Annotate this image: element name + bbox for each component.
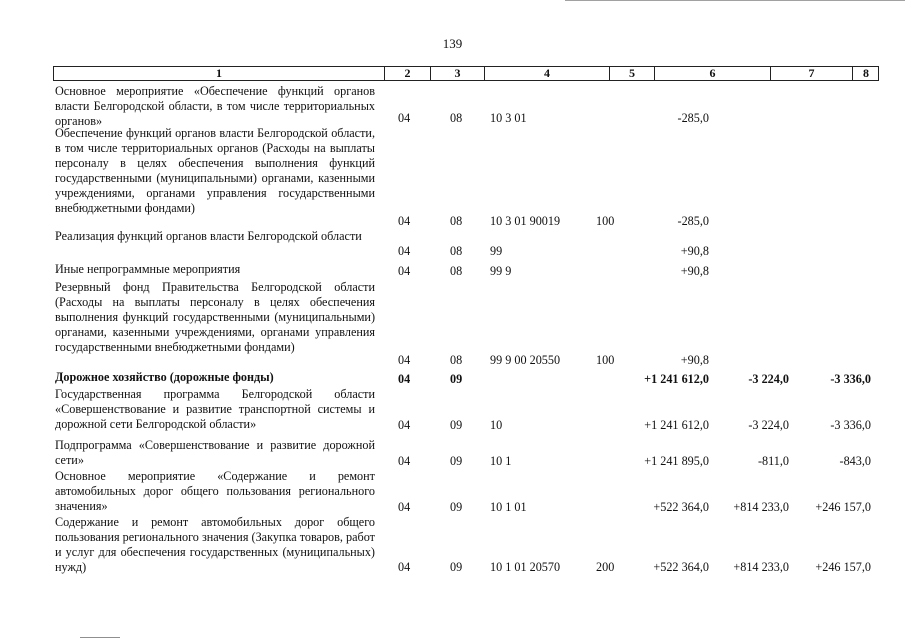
scan-edge-line xyxy=(565,0,905,1)
row-amount-col7: +814 233,0 xyxy=(733,560,789,574)
row-code-section: 04 xyxy=(398,372,411,386)
row-code-target: 10 1 01 xyxy=(490,500,527,514)
row-description: Подпрограмма «Совершенствование и развитие дорожной сети» xyxy=(55,438,375,467)
row-amount-col6: +522 364,0 xyxy=(653,500,709,514)
row-code-subsection: 08 xyxy=(450,214,463,228)
row-code-subsection: 09 xyxy=(450,372,463,386)
row-description: Дорожное хозяйство (дорожные фонды) xyxy=(55,370,274,384)
table-header-row xyxy=(53,66,879,81)
row-amount-col6: -285,0 xyxy=(677,111,709,125)
row-amount-col8: -843,0 xyxy=(839,454,871,468)
row-code-expense-type: 100 xyxy=(596,214,615,228)
row-description: Государственная программа Белгородской области «Совершенствование и развитие транспортной системы и дорожной сети Белгородской области» xyxy=(55,387,375,431)
row-amount-col6: +90,8 xyxy=(680,353,709,367)
row-code-section: 04 xyxy=(398,244,411,258)
row-code-subsection: 08 xyxy=(450,111,463,125)
row-code-target: 99 9 00 20550 xyxy=(490,353,561,367)
row-code-section: 04 xyxy=(398,418,411,432)
row-code-target: 10 1 01 20570 xyxy=(490,560,561,574)
row-description: Содержание и ремонт автомобильных дорог общего пользования регионального значения (Закупка товаров, работ и услуг для обеспечения государственных (муниципальных) нужд) xyxy=(55,515,375,574)
row-code-subsection: 09 xyxy=(450,418,463,432)
row-amount-col8: -3 336,0 xyxy=(830,418,871,432)
row-amount-col6: +522 364,0 xyxy=(653,560,709,574)
row-code-subsection: 08 xyxy=(450,264,463,278)
row-description: Основное мероприятие «Содержание и ремонт автомобильных дорог общего пользования регионального значения» xyxy=(55,469,375,513)
row-amount-col6: +1 241 612,0 xyxy=(644,418,709,432)
header-col-4: 4 xyxy=(484,67,609,80)
row-amount-col6: +1 241 895,0 xyxy=(644,454,709,468)
header-col-2: 2 xyxy=(384,67,430,80)
row-code-target: 10 3 01 xyxy=(490,111,527,125)
row-code-subsection: 09 xyxy=(450,560,463,574)
row-code-target: 10 1 xyxy=(490,454,512,468)
row-amount-col8: +246 157,0 xyxy=(815,500,871,514)
header-col-8: 8 xyxy=(852,67,879,80)
row-description: Резервный фонд Правительства Белгородской области (Расходы на выплаты персоналу в целях обеспечения выполнения функций государственными (муниципальными) органами, казенными учреждениями, органами управления государственными внебюджетными фондами) xyxy=(55,280,375,354)
header-col-1: 1 xyxy=(216,66,222,80)
row-amount-col7: -3 224,0 xyxy=(748,372,789,386)
row-code-section: 04 xyxy=(398,500,411,514)
row-code-expense-type: 200 xyxy=(596,560,615,574)
row-amount-col7: -3 224,0 xyxy=(748,418,789,432)
row-amount-col8: +246 157,0 xyxy=(815,560,871,574)
row-description: Основное мероприятие «Обеспечение функций органов власти Белгородской области, в том числе территориальных органов» xyxy=(55,84,375,128)
row-code-section: 04 xyxy=(398,560,411,574)
header-col-5: 5 xyxy=(609,67,654,80)
row-amount-col6: +90,8 xyxy=(680,244,709,258)
row-description: Иные непрограммные мероприятия xyxy=(55,262,241,276)
row-amount-col6: +90,8 xyxy=(680,264,709,278)
header-col-3: 3 xyxy=(430,67,484,80)
row-code-target: 10 3 01 90019 xyxy=(490,214,561,228)
row-code-target: 10 xyxy=(490,418,503,432)
row-code-subsection: 09 xyxy=(450,454,463,468)
row-code-target: 99 xyxy=(490,244,503,258)
row-code-section: 04 xyxy=(398,214,411,228)
row-code-target: 99 9 xyxy=(490,264,512,278)
header-col-6: 6 xyxy=(654,67,770,80)
row-code-subsection: 08 xyxy=(450,244,463,258)
scan-edge-line xyxy=(80,637,120,638)
row-code-section: 04 xyxy=(398,264,411,278)
row-description: Обеспечение функций органов власти Белгородской области, в том числе территориальных органов (Расходы на выплаты персоналу в целях обеспечения выполнения функций государственными (муниципальными) органами, казенными учреждениями, органами управления государственными внебюджетными фондами) xyxy=(55,126,375,215)
row-code-section: 04 xyxy=(398,353,411,367)
page-number: 139 xyxy=(442,36,463,51)
row-code-expense-type: 100 xyxy=(596,353,615,367)
row-code-subsection: 08 xyxy=(450,353,463,367)
row-amount-col7: -811,0 xyxy=(757,454,789,468)
row-code-section: 04 xyxy=(398,454,411,468)
row-amount-col8: -3 336,0 xyxy=(830,372,871,386)
row-code-subsection: 09 xyxy=(450,500,463,514)
row-amount-col6: -285,0 xyxy=(677,214,709,228)
header-col-7: 7 xyxy=(770,67,852,80)
row-description: Реализация функций органов власти Белгородской области xyxy=(55,229,362,243)
row-amount-col6: +1 241 612,0 xyxy=(644,372,709,386)
row-amount-col7: +814 233,0 xyxy=(733,500,789,514)
row-code-section: 04 xyxy=(398,111,411,125)
